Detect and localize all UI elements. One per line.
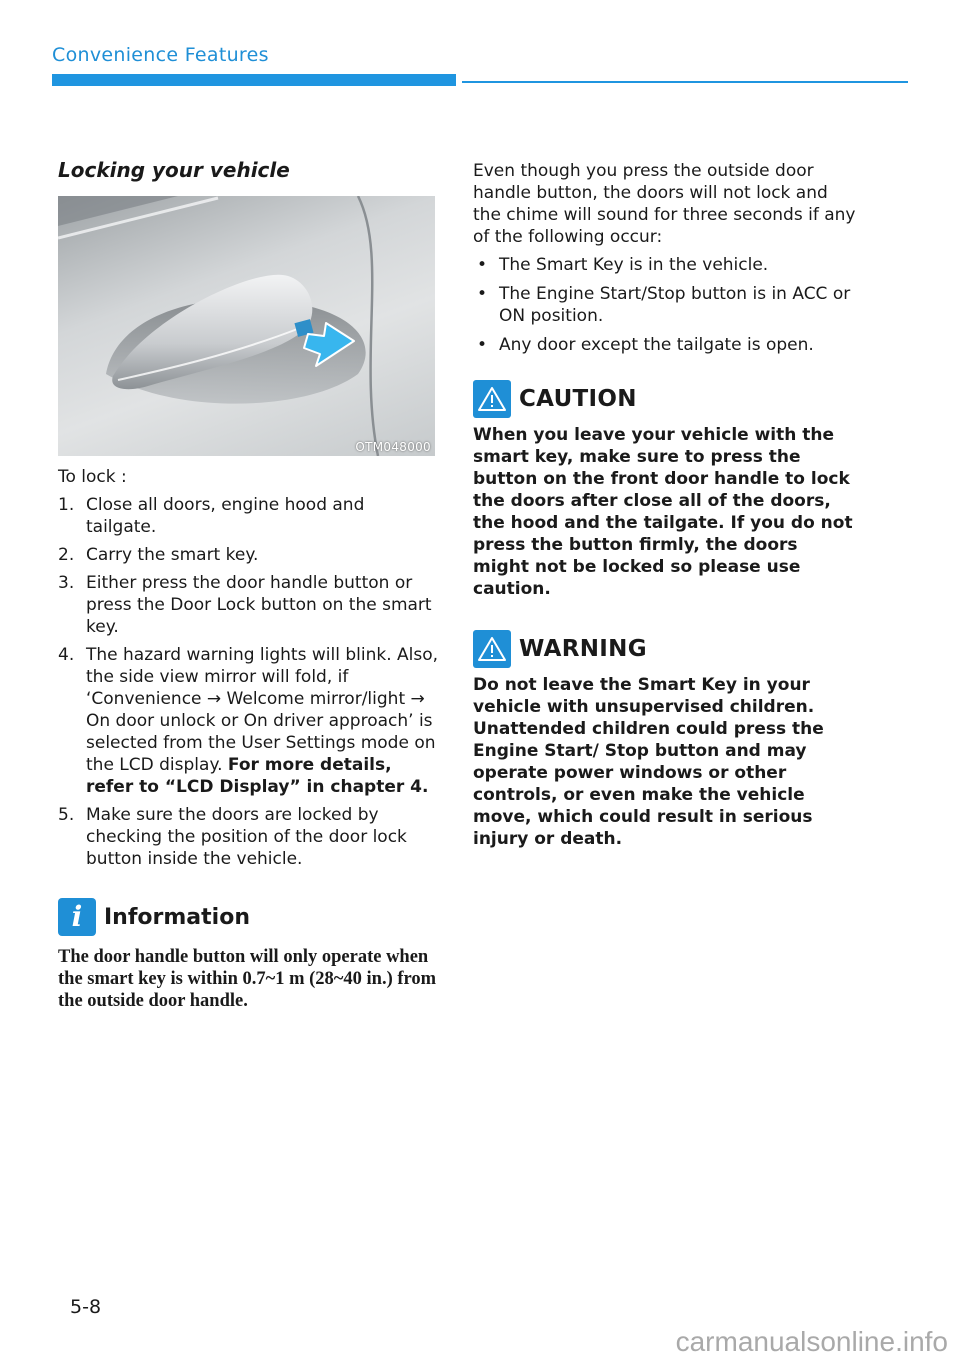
header-rule-thin: [462, 81, 908, 83]
watermark: carmanualsonline.info: [675, 1326, 948, 1357]
list-item: 1. Close all doors, engine hood and tailgate.: [58, 495, 365, 537]
header-title: Convenience Features: [52, 44, 269, 66]
warning-triangle-icon: [473, 380, 511, 418]
caution-title: CAUTION: [519, 386, 637, 412]
section-title: Locking your vehicle: [58, 158, 290, 182]
list-item: 4. The hazard warning lights will blink. Also, the side view mirror will fold, if ‘Convenience → Welcome mirror/light → On door unlock or On driver approach’ is selected from the User Settings mode on the LCD display. For more details, refer to “LCD Display” in chapter 4.: [58, 645, 439, 797]
list-item: • The Engine Start/Stop button is in ACC or ON position.: [473, 283, 858, 327]
list-item: 3. Either press the door handle button or press the Door Lock button on the smart key.: [58, 573, 432, 637]
info-icon: i: [58, 898, 96, 936]
list-item: • The Smart Key is in the vehicle.: [473, 254, 858, 276]
intro-text: Even though you press the outside door handle button, the doors will not lock and the chime will sound for three seconds if any of the following occur:: [473, 161, 856, 247]
figure-label: OTM048000: [355, 440, 431, 454]
right-column: [473, 160, 858, 850]
caution-heading: [473, 380, 858, 418]
steps-list: [58, 494, 438, 870]
info-title: Information: [104, 904, 250, 930]
list-item: • Any door except the tailgate is open.: [473, 334, 858, 356]
info-heading: [58, 898, 438, 936]
lead-text: To lock :: [58, 467, 127, 487]
reference-note: For more details, refer to “LCD Display” in chapter 4.: [86, 755, 429, 797]
list-item: 5. Make sure the doors are locked by checking the position of the door lock button inside the vehicle.: [58, 805, 407, 869]
caution-block: [473, 380, 858, 600]
warning-block: [473, 630, 858, 850]
page-number: 5-8: [70, 1296, 102, 1318]
info-text: The door handle button will only operate when the smart key is within 0.7~1 m (28~40 in.) from the outside door handle.: [58, 947, 437, 1011]
warning-heading: [473, 630, 858, 668]
left-column: [58, 158, 438, 1012]
door-handle-figure: [58, 196, 435, 456]
warning-triangle-icon: [473, 630, 511, 668]
warning-text: Do not leave the Smart Key in your vehicle with unsupervised children. Unattended children could press the Engine Start/ Stop button and may operate power windows or other controls, or even make the vehicle move, which could result in serious injury or death.: [473, 675, 824, 849]
list-item: 2. Carry the smart key.: [58, 545, 259, 565]
conditions-list: [473, 254, 858, 356]
door-handle-illustration: [58, 196, 435, 456]
warning-title: WARNING: [519, 636, 647, 662]
header-rule-thick: [52, 74, 456, 86]
caution-text: When you leave your vehicle with the smart key, make sure to press the button on the front door handle to lock the doors after close all of the doors, the hood and the tailgate. If you do not press the button firmly, the doors might not be locked so please use caution.: [473, 425, 853, 599]
